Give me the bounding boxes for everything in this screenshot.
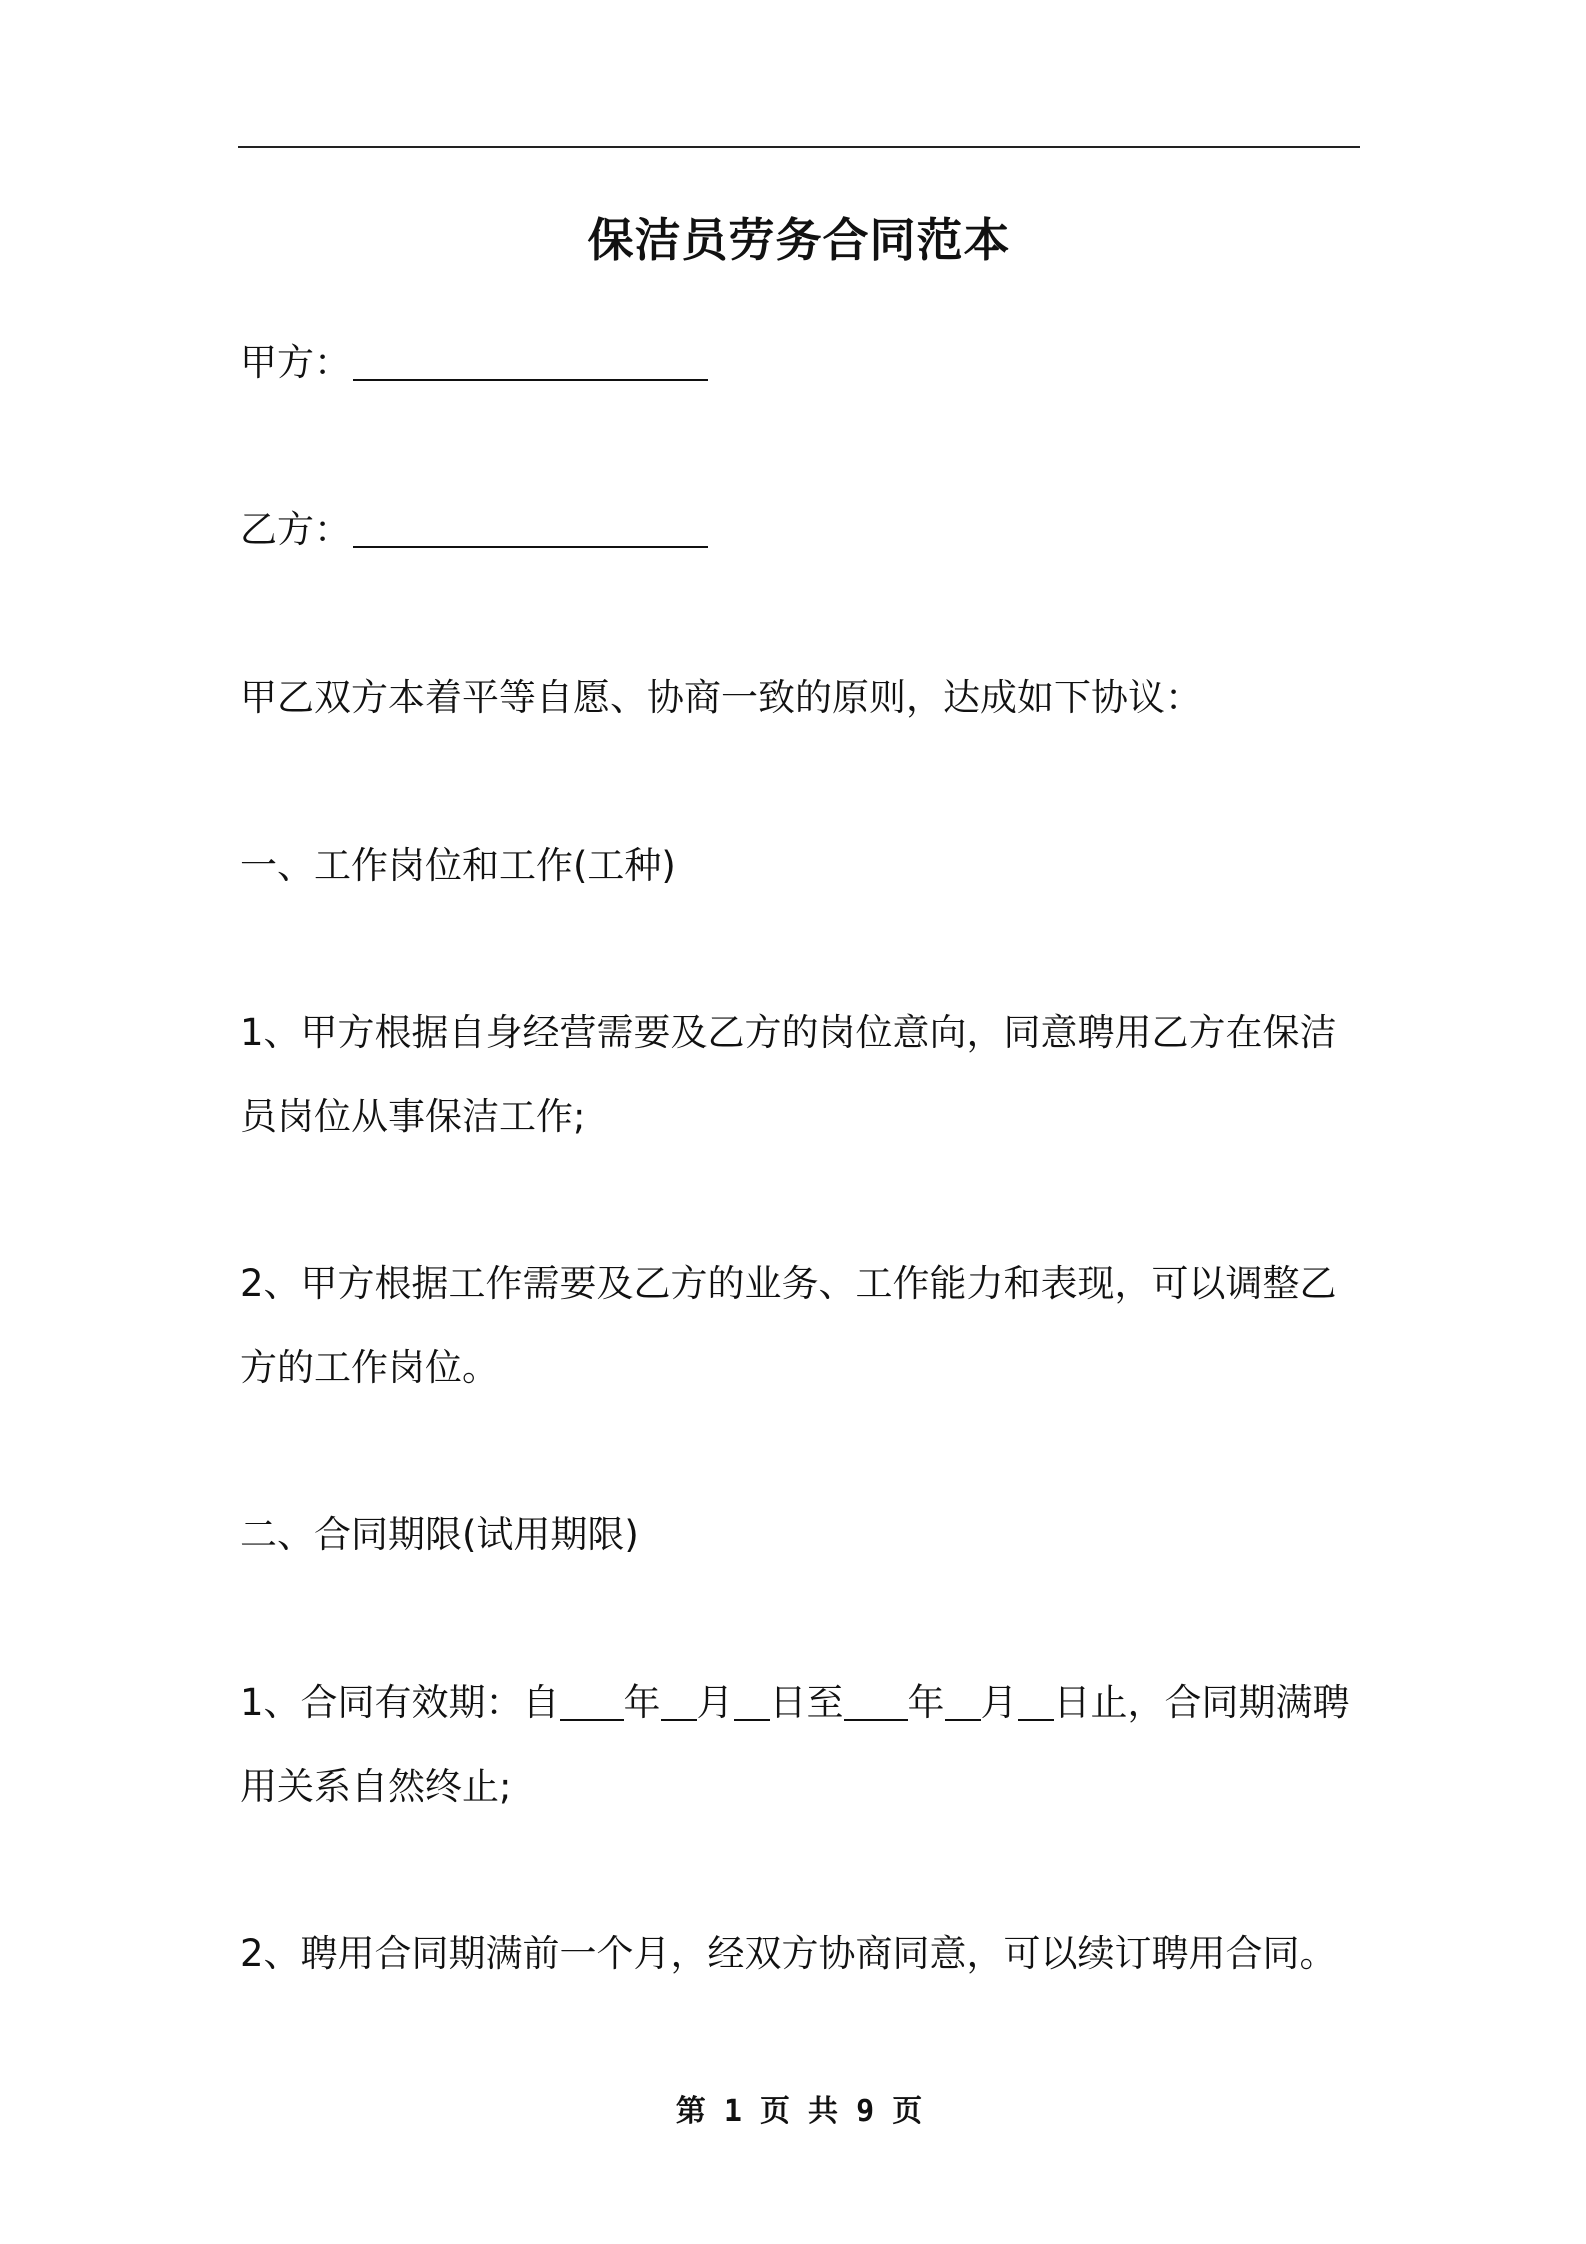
party-b-blank <box>353 546 708 548</box>
term-prefix: 1、合同有效期：自 <box>240 1681 560 1724</box>
month-label-2: 月 <box>980 1681 1018 1724</box>
start-year-blank <box>560 1719 624 1721</box>
section-1-item-1 <box>240 991 1364 1159</box>
header-rule <box>238 146 1360 148</box>
section-2-item-1 <box>240 1661 1364 1829</box>
day-to-label: 日至 <box>769 1681 844 1724</box>
year-label-2: 年 <box>907 1681 945 1724</box>
end-day-blank <box>1018 1719 1054 1721</box>
section-2-item-1-line-2: 用关系自然终止; <box>240 1765 512 1808</box>
start-month-blank <box>661 1719 697 1721</box>
intro-paragraph: 甲乙双方本着平等自愿、协商一致的原则，达成如下协议： <box>240 676 1202 719</box>
section-1-heading: 一、工作岗位和工作(工种) <box>240 844 676 887</box>
start-day-blank <box>734 1719 770 1721</box>
section-1-item-2-line-1: 2、甲方根据工作需要及乙方的业务、工作能力和表现，可以调整乙 <box>240 1262 1337 1305</box>
party-a-blank <box>353 379 708 381</box>
section-2-item-2: 2、聘用合同期满前一个月，经双方协商同意，可以续订聘用合同。 <box>240 1932 1337 1975</box>
document-title: 保洁员劳务合同范本 <box>587 213 1011 267</box>
section-1-item-2-line-2: 方的工作岗位。 <box>240 1346 499 1389</box>
party-a-label: 甲方： <box>240 341 351 384</box>
end-year-blank <box>844 1719 908 1721</box>
year-label: 年 <box>623 1681 661 1724</box>
party-b-label: 乙方： <box>240 508 351 551</box>
section-2-item-1-line-1 <box>240 1661 1364 1745</box>
month-label: 月 <box>696 1681 734 1724</box>
party-a-line <box>240 321 1364 405</box>
term-suffix: 日止，合同期满聘 <box>1053 1681 1350 1724</box>
page-indicator: 第 1 页 共 9 页 <box>675 2094 923 2129</box>
section-1-item-1-line-2: 员岗位从事保洁工作; <box>240 1095 586 1138</box>
end-month-blank <box>945 1719 981 1721</box>
section-1-item-2 <box>240 1242 1364 1410</box>
section-2-heading: 二、合同期限(试用期限) <box>240 1513 639 1556</box>
party-b-line <box>240 488 1364 572</box>
section-1-item-1-line-1: 1、甲方根据自身经营需要及乙方的岗位意向，同意聘用乙方在保洁 <box>240 1011 1337 1054</box>
